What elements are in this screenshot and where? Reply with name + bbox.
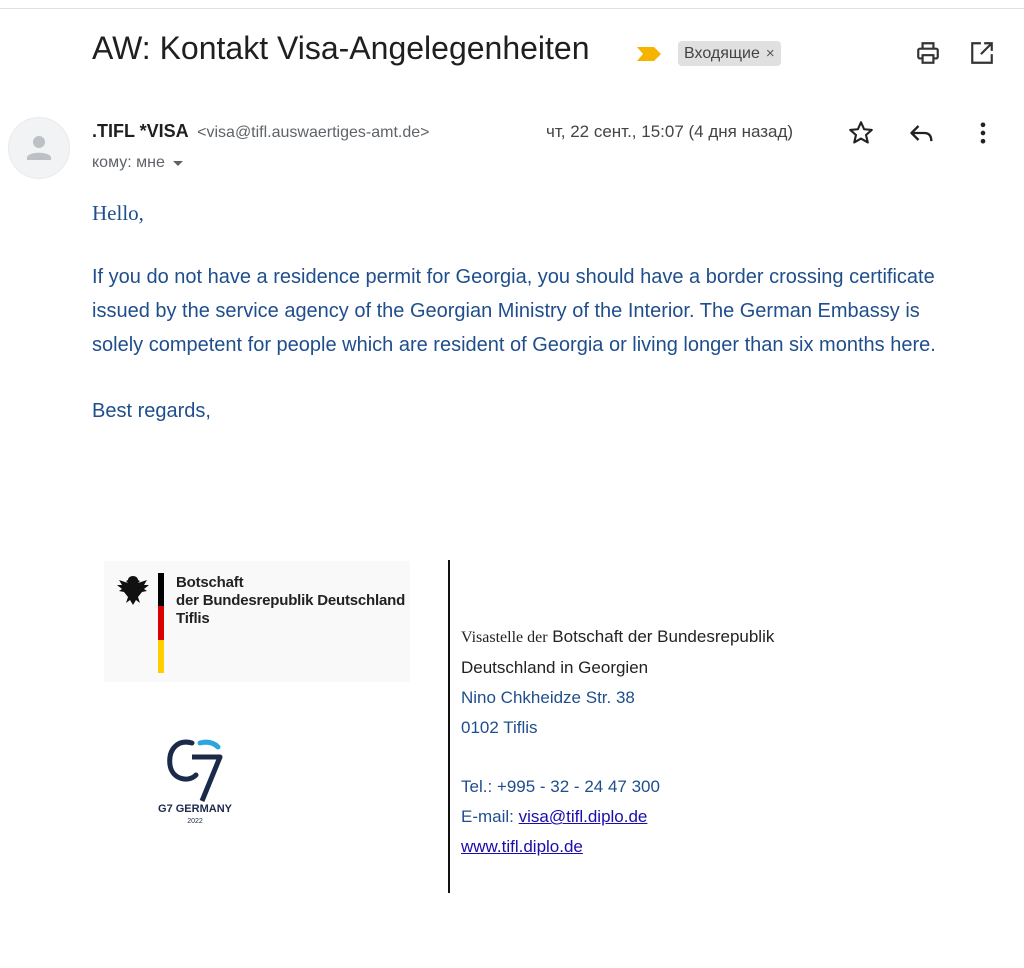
recipient-text: кому: мне xyxy=(92,154,165,171)
recipient-line xyxy=(92,154,183,172)
importance-marker-icon[interactable] xyxy=(636,46,662,62)
signature-visastelle: Visastelle der xyxy=(461,629,548,646)
top-divider xyxy=(0,8,1024,9)
signature-phone: Tel.: +995 - 32 - 24 47 300 xyxy=(461,777,660,796)
signature-email-line xyxy=(461,802,774,832)
show-details-chevron-down-icon[interactable] xyxy=(173,161,183,166)
star-icon xyxy=(847,119,875,147)
email-subject: AW: Kontakt Visa-Angelegenheiten xyxy=(92,30,590,66)
star-button[interactable] xyxy=(845,117,877,149)
german-flag-bar xyxy=(158,573,164,673)
label-inbox-chip xyxy=(678,41,781,66)
embassy-logo-line: Tiflis xyxy=(176,610,210,627)
open-in-new-icon xyxy=(969,40,995,66)
body-greeting: Hello, xyxy=(92,201,144,225)
signature-city: 0102 Tiflis xyxy=(461,718,538,737)
more-options-button[interactable] xyxy=(967,117,999,149)
embassy-logo-line: Botschaft xyxy=(176,574,244,591)
email-date: чт, 22 сент., 15:07 (4 дня назад) xyxy=(546,122,794,141)
sender-info xyxy=(92,121,429,142)
sender-avatar xyxy=(8,117,70,179)
signature-website-link[interactable]: www.tifl.diplo.de xyxy=(461,837,583,856)
signature-email-link[interactable]: visa@tifl.diplo.de xyxy=(518,807,648,826)
sender-email: <visa@tifl.auswaertiges-amt.de> xyxy=(197,124,430,141)
body-closing: Best regards, xyxy=(92,400,211,422)
signature-embassy-name: Botschaft der Bundesrepublik xyxy=(547,627,775,646)
signature-line-1 xyxy=(461,622,774,653)
sender-name[interactable]: .TIFL *VISA xyxy=(92,121,189,141)
reply-button[interactable] xyxy=(906,117,938,149)
email-body xyxy=(92,196,972,428)
embassy-logo-text xyxy=(176,574,405,628)
signature-block xyxy=(461,622,774,862)
print-icon xyxy=(915,40,941,66)
g7-year: 2022 xyxy=(187,818,203,825)
signature-website-line xyxy=(461,832,774,862)
remove-label-button[interactable]: × xyxy=(765,45,775,62)
embassy-logo-line: der Bundesrepublik Deutschland xyxy=(176,592,406,609)
more-vert-icon xyxy=(969,119,997,147)
signature-street: Nino Chkheidze Str. 38 xyxy=(461,688,635,707)
person-icon xyxy=(9,118,69,178)
g7-text: G7 GERMANY xyxy=(158,803,232,815)
reply-icon xyxy=(908,119,936,147)
g7-logo-icon xyxy=(140,735,250,807)
signature-divider xyxy=(448,560,450,893)
signature-email-label: E-mail: xyxy=(461,807,519,826)
label-inbox-text: Входящие xyxy=(684,44,760,62)
print-button[interactable] xyxy=(912,37,944,69)
federal-eagle-icon xyxy=(113,573,153,613)
signature-line-2: Deutschland in Georgien xyxy=(461,658,649,677)
signature-spacer xyxy=(461,743,774,772)
open-in-new-window-button[interactable] xyxy=(966,37,998,69)
body-paragraph: If you do not have a residence permit for Georgia, you should have a border crossing certificate issued by the service agency of the Georgian Ministry of the Interior. The German Embassy is solely competent for people which are resident of Georgia or living longer than six months here. xyxy=(92,266,936,356)
g7-germany-logo xyxy=(140,735,250,835)
